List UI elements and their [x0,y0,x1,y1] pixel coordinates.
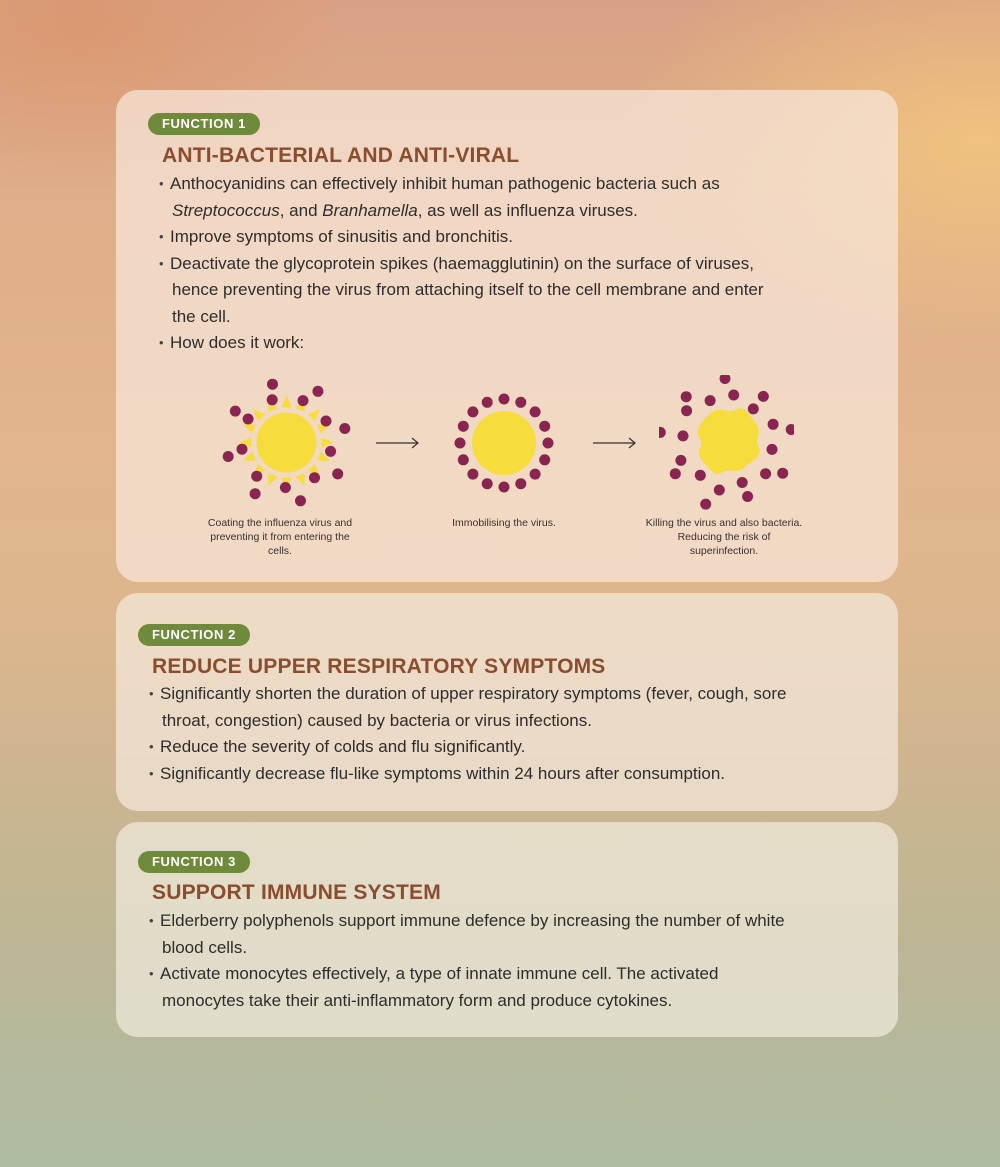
particle-dot [767,444,778,455]
particle-dot [695,470,706,481]
particle-dot [251,471,262,482]
particle-dot [539,454,550,465]
particle-dot [728,390,739,401]
particle-dot [237,444,248,455]
virus-spike [308,409,320,421]
particle-dot [748,403,759,414]
list-item: • Elderberry polyphenols support immune defence by increasing the number of white blood cells. [150,908,880,961]
function-3-badge: FUNCTION 3 [138,851,250,873]
particle-dot [482,397,493,408]
function-1-title: ANTI-BACTERIAL AND ANTI-VIRAL [162,144,520,167]
particle-dot [230,406,241,417]
list-item: • Activate monocytes effectively, a type of innate immune cell. The activated monocytes take their anti-inflammatory form and produce cytokines. [150,961,880,1014]
particle-dot [714,485,725,496]
particle-dot [467,406,478,417]
function-3-card [116,822,898,1037]
particle-dot [786,424,794,435]
list-item: • Improve symptoms of sinusitis and bronchitis. [160,224,860,251]
particle-dot [539,421,550,432]
virus-spike [268,473,277,486]
step-1-caption: Coating the influenza virus and preventing it from entering the cells. [207,517,353,557]
virus-body [472,411,536,475]
particle-dot [332,468,343,479]
virus-spike [295,473,304,486]
particle-dot [659,427,666,438]
function-2-title: REDUCE UPPER RESPIRATORY SYMPTOMS [152,655,606,678]
particle-dot [777,468,788,479]
particle-dot [737,477,748,488]
particle-dot [530,406,541,417]
virus-spike [322,438,334,448]
particle-dot [298,395,309,406]
particle-dot [267,379,278,390]
particle-dot [515,397,526,408]
list-item: • Significantly decrease flu-like symptoms within 24 hours after consumption. [150,761,880,788]
particle-dot [223,451,234,462]
step-3-caption: Killing the virus and also bacteria. Reducing the risk of superinfection. [645,517,803,557]
list-item: • Anthocyanidins can effectively inhibit human pathogenic bacteria such as Streptococcus, and Branhamella, as well as influenza viruses. [160,171,860,224]
arrow-right-icon [375,436,421,450]
particle-dot [309,472,320,483]
particle-dot [681,405,692,416]
particle-dot [321,416,332,427]
virus-immobilised-diagram [448,387,560,499]
virus-killed-diagram [659,375,794,510]
step-2-caption: Immobilising the virus. [452,517,556,529]
particle-dot [467,469,478,480]
virus-spike [253,409,265,421]
particle-dot [543,438,554,449]
particle-dot [267,394,278,405]
function-1-list [160,171,860,357]
particle-dot [458,454,469,465]
particle-dot [455,438,466,449]
virus-spike [243,424,256,433]
particle-dot [530,469,541,480]
particle-dot [499,482,510,493]
particle-dot [742,491,753,502]
particle-dot [758,391,769,402]
particle-dot [499,394,510,405]
virus-spike [282,395,292,407]
particle-dot [482,478,493,489]
particle-dot [678,430,689,441]
particle-dot [280,482,291,493]
particle-dot [243,414,254,425]
list-item: • Significantly shorten the duration of upper respiratory symptoms (fever, cough, sore throat, congestion) caused by bacteria or virus infections. [150,681,880,734]
list-item: • Reduce the severity of colds and flu significantly. [150,734,880,761]
virus-body [257,413,317,473]
function-1-card [116,90,898,582]
particle-dot [458,421,469,432]
virus-body [698,408,760,474]
function-3-title: SUPPORT IMMUNE SYSTEM [152,881,441,904]
particle-dot [700,499,711,510]
function-3-list [150,908,880,1014]
particle-dot [705,395,716,406]
particle-dot [295,495,306,506]
list-item: • How does it work: [160,330,860,357]
particle-dot [681,391,692,402]
virus-coated-diagram [219,375,354,510]
arrow-right-icon [592,436,638,450]
particle-dot [250,488,261,499]
function-2-card [116,593,898,811]
function-2-list [150,681,880,787]
particle-dot [720,375,731,384]
function-1-badge: FUNCTION 1 [148,113,260,135]
list-item: • Deactivate the glycoprotein spikes (haemagglutinin) on the surface of viruses, hence preventing the virus from attaching itself to the cell membrane and enter the cell. [160,251,860,331]
particle-dot [670,468,681,479]
particle-dot [760,468,771,479]
function-2-badge: FUNCTION 2 [138,624,250,646]
particle-dot [325,446,336,457]
particle-dot [768,419,779,430]
particle-dot [675,455,686,466]
particle-dot [312,386,323,397]
particle-dot [339,423,350,434]
particle-dot [515,478,526,489]
